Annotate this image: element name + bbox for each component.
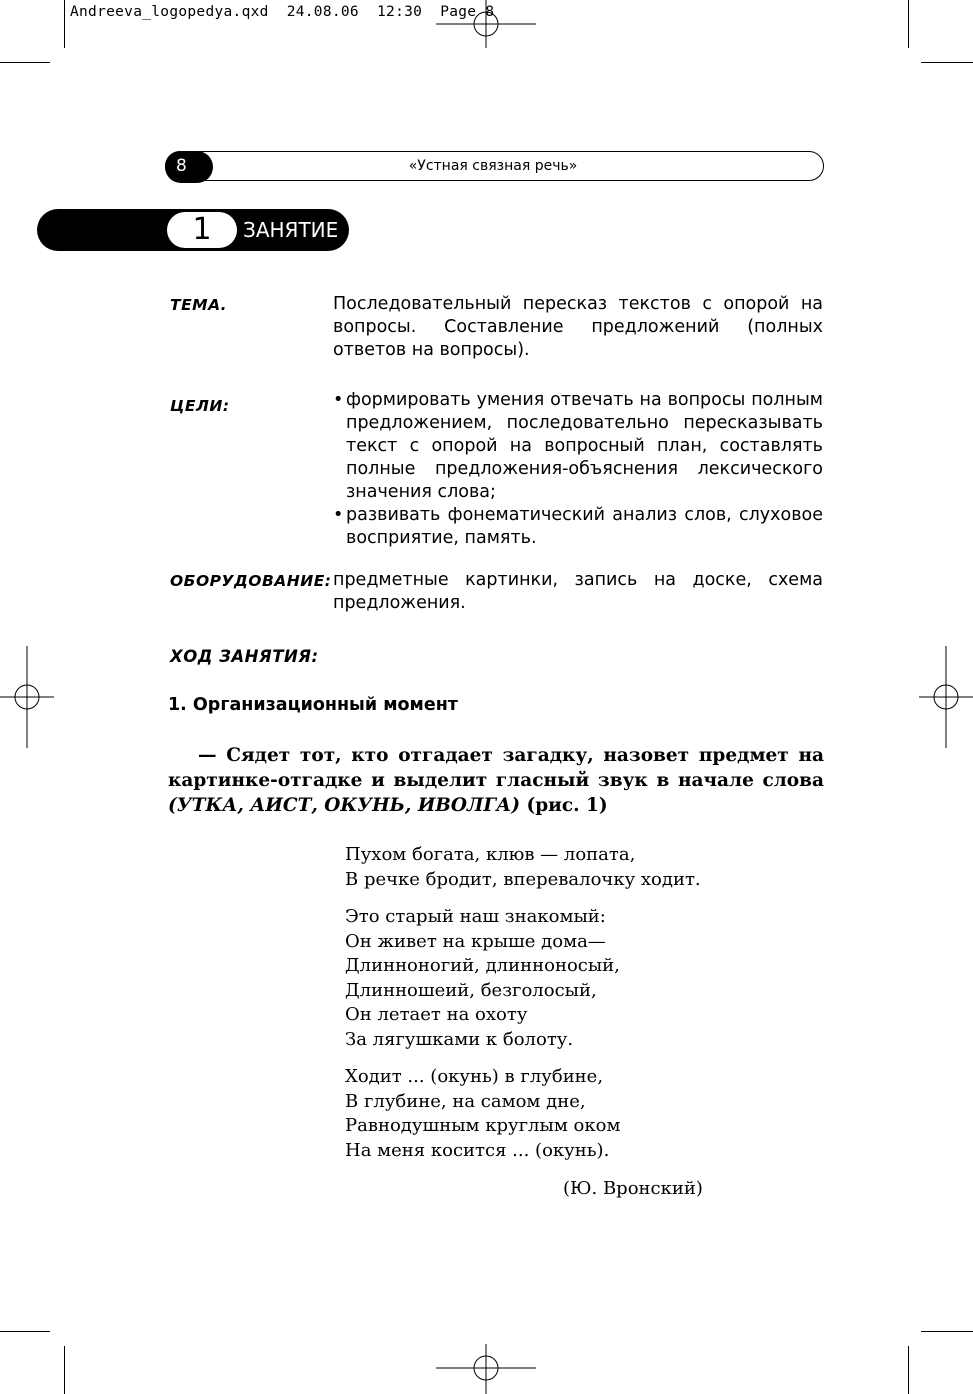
poem-line: Он летает на охоту (345, 1004, 528, 1025)
intro-text: — Сядет тот, кто отгадает загадку, назовет предмет на картинке-отгадке и выделит гласный звук в начале слова (168, 745, 824, 791)
goals-label: ЦЕЛИ: (170, 397, 230, 415)
registration-mark-icon (919, 646, 973, 748)
theme-text: Последовательный пересказ текстов с опорой на вопросы. Составление предложений (полных ответов на вопросы). (333, 294, 823, 360)
poem-line: Пухом богата, клюв — лопата, (345, 844, 636, 865)
crop-mark (64, 1346, 65, 1394)
crop-mark (0, 1331, 50, 1332)
page-number: 8 (165, 151, 213, 183)
registration-mark-icon (436, 0, 536, 50)
poem-stanza (345, 905, 745, 1052)
progress-label: ХОД ЗАНЯТИЯ: (170, 647, 319, 666)
crop-mark (908, 0, 909, 48)
crop-mark (0, 62, 50, 63)
theme-label: ТЕМА. (170, 296, 227, 314)
poem-author: (Ю. Вронский) (563, 1178, 703, 1199)
poem-line: В речке бродит, вперевалочку ходит. (345, 868, 701, 890)
poem-line: Длинношеий, безголосый, (345, 979, 597, 1001)
equipment-label: ОБОРУДОВАНИЕ: (170, 572, 332, 590)
intro-figure-ref: (рис. 1) (520, 795, 608, 816)
crop-mark (908, 1346, 909, 1394)
poem-line: В глубине, на самом дне, (345, 1090, 586, 1112)
lesson-word: ЗАНЯТИЕ (243, 218, 339, 242)
crop-mark (64, 0, 65, 48)
poem-line: Он живет на крыше дома— (345, 930, 606, 952)
poem-line: Длинноногий, длинноносый, (345, 955, 620, 976)
poem-line: Ходит ... (окунь) в глубине, (345, 1066, 604, 1087)
intro-answers: (УТКА, АИСТ, ОКУНЬ, ИВОЛГА) (168, 795, 520, 816)
list-item: • развивать фонематический анализ слов, слуховое восприятие, память. (333, 504, 823, 550)
poem-stanza (345, 843, 745, 892)
poem-line: На меня косится ... (окунь). (345, 1139, 610, 1161)
registration-mark-icon (0, 646, 54, 748)
poem-line: За лягушками к болоту. (345, 1028, 574, 1050)
running-title: «Устная связная речь» (408, 158, 578, 174)
poem-line: Равнодушным круглым оком (345, 1115, 621, 1136)
print-slug: Andreeva_logopedya.qxd 24.08.06 12:30 Page 8 (70, 4, 495, 20)
lesson-number: 1 (167, 212, 237, 248)
poem-stanza (345, 1065, 745, 1163)
riddle-poems (345, 843, 745, 1176)
crop-mark (921, 1331, 973, 1332)
list-item: • формировать умения отвечать на вопросы полным предложением, последовательно пересказывать текст с опорой на вопросный план, составлять полные предложения-объяснения лексического значения слова; (333, 389, 823, 504)
intro-paragraph (168, 743, 824, 818)
equipment-text: предметные картинки, запись на доске, схема предложения. (333, 570, 823, 613)
poem-line: Это старый наш знакомый: (345, 906, 606, 927)
section-title: 1. Организационный момент (168, 695, 458, 715)
registration-mark-icon (436, 1344, 536, 1394)
crop-mark (921, 62, 973, 63)
goals-list (333, 389, 823, 550)
